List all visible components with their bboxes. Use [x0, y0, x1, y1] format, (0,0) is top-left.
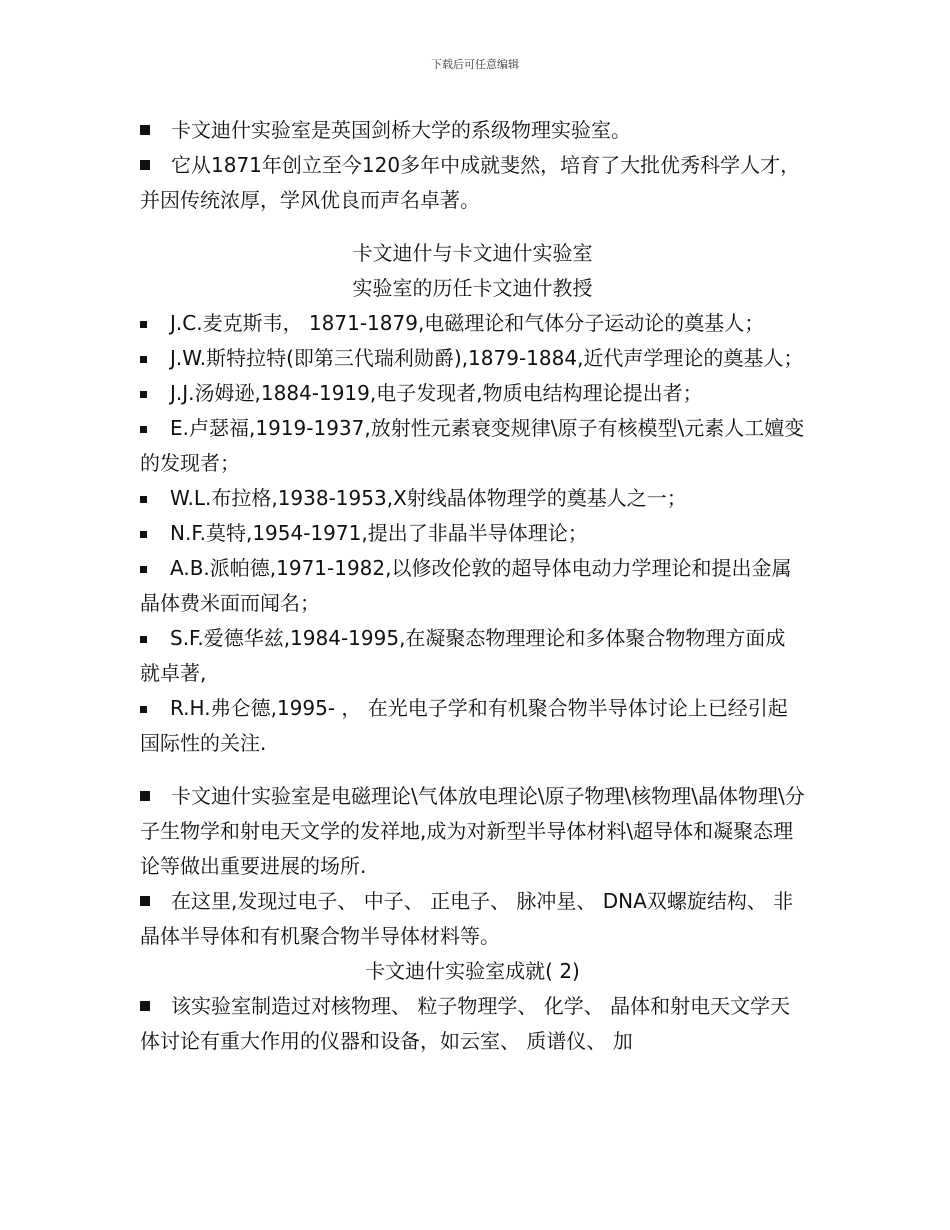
professor-item: R.H.弗仑德,1995- ， 在光电子学和有机聚合物半导体讨论上已经引起国际性的关注. — [140, 696, 788, 755]
achievement-paragraph: 在这里,发现过电子、 中子、 正电子、 脉冲星、 DNA双螺旋结构、 非晶体半导体和有机聚合物半导体材料等。 — [140, 889, 794, 948]
bullet-square-icon — [140, 1001, 150, 1011]
professor-item: S.F.爱德华兹,1984-1995,在凝聚态物理理论和多体聚合物物理方面成就卓著, — [140, 626, 786, 685]
bullet-square-icon — [140, 391, 147, 398]
page-header: 下载后可任意编辑 — [431, 58, 519, 71]
professor-item: J.W.斯特拉特(即第三代瑞利勋爵),1879-1884,近代声学理论的奠基人； — [140, 341, 805, 376]
section2-title: 卡文迪什实验室成就( 2) — [365, 959, 580, 983]
bullet-square-icon — [140, 496, 147, 503]
bullet-square-icon — [140, 706, 147, 713]
achievement-paragraph: 卡文迪什实验室是电磁理论\气体放电理论\原子物理\核物理\晶体物理\分子生物学和射电天文学的发祥地,成为对新型半导体材料\超导体和凝聚态理论等做出重要进展的场所. — [140, 784, 805, 878]
bullet-square-icon — [140, 356, 147, 363]
bullet-square-icon — [140, 791, 150, 801]
professor-item: E.卢瑟福,1919-1937,放射性元素衰变规律\原子有核模型\元素人工嬗变的发现者； — [140, 416, 805, 475]
section-title: 卡文迪什与卡文迪什实验室 — [352, 241, 593, 265]
bullet-square-icon — [140, 896, 150, 906]
professor-item: J.J.汤姆逊,1884-1919,电子发现者,物质电结构理论提出者； — [140, 376, 805, 411]
professor-item: J.C.麦克斯韦， 1871-1879,电磁理论和气体分子运动论的奠基人； — [140, 306, 805, 341]
bullet-square-icon — [140, 636, 147, 643]
bullet-square-icon — [140, 321, 147, 328]
document-body — [140, 113, 805, 1059]
bullet-square-icon — [140, 531, 147, 538]
professor-item: W.L.布拉格,1938-1953,X射线晶体物理学的奠基人之一； — [140, 481, 805, 516]
bullet-square-icon — [140, 125, 150, 135]
professors-title: 实验室的历任卡文迪什教授 — [352, 276, 593, 300]
bullet-square-icon — [140, 160, 150, 170]
bullet-square-icon — [140, 566, 147, 573]
section2-paragraph: 该实验室制造过对核物理、 粒子物理学、 化学、 晶体和射电天文学天体讨论有重大作用的仪器和设备，如云室、 质谱仪、 加 — [140, 994, 791, 1053]
professor-item: N.F.莫特,1954-1971,提出了非晶半导体理论； — [140, 516, 805, 551]
professor-item: A.B.派帕德,1971-1982,以修改伦敦的超导体电动力学理论和提出金属晶体费米面而闻名； — [140, 556, 792, 615]
intro-paragraph: 它从1871年创立至今120多年中成就斐然，培育了大批优秀科学人才，并因传统浓厚，学风优良而声名卓著。 — [140, 153, 801, 212]
bullet-square-icon — [140, 426, 147, 433]
intro-paragraph: 卡文迪什实验室是英国剑桥大学的系级物理实验室。 — [140, 113, 805, 148]
